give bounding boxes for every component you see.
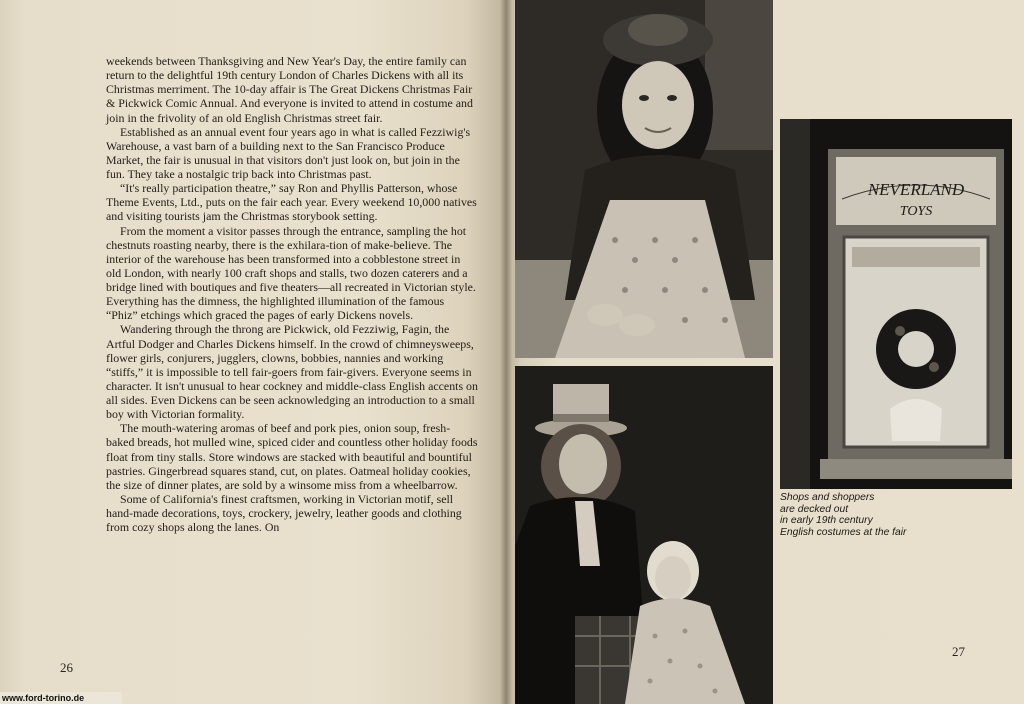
sign-neverland: NEVERLAND [867,180,965,199]
window-illustration [780,119,1012,489]
photo-caption [780,492,960,538]
caption-line: Shops and shoppers [780,492,875,503]
book-gutter [500,0,512,704]
caption-line: in early 19th century [780,515,873,527]
caption-line: English costumes at the fair [780,526,907,538]
sign-toys: TOYS [899,204,933,219]
article-body [106,54,478,534]
photo-toy-shop-window [780,119,1012,489]
photo-girl-in-costume [515,0,773,358]
paragraph: “It's really participation theatre,” say Ron and Phyllis Patterson, whose Theme Events, Ltd., puts on the fair each year. Every weekend 10,000 natives and visiting tourists jam the Christmas storybook setting. [106,181,477,224]
man-child-illustration [515,366,773,704]
caption-line: are decked out [780,503,849,515]
paragraph: weekends between Thanksgiving and New Year's Day, the entire family can return to the delightful 19th century London of Charles Dickens with all its Christmas merriment. The 10-day affair is The Great Dickens Christmas Fair & Pickwick Comic Annual. And everyone is invited to attend in costume and join in the frivolity of an old English Christmas street fair. [106,54,473,125]
site-watermark: www.ford-torino.de [0,692,122,704]
girl-illustration [515,0,773,358]
photo-man-and-child [515,366,773,704]
paragraph: The mouth-watering aromas of beef and pork pies, onion soup, fresh-baked breads, hot mulled wine, spiced cider and countless other holiday foods float from tiny stalls. Store windows are stacked with beautiful and bountiful pastries. Gingerbread squares stand, cut, on plates. Oatmeal holiday cookies, the size of dinner plates, are sold by a winsome miss from a wheelbarrow. [106,421,478,492]
left-page [0,0,506,704]
page-number-right: 27 [952,644,965,659]
paragraph: From the moment a visitor passes through the entrance, sampling the hot chestnuts roasting nearby, there is the exhilara-tion of make-believe. The interior of the warehouse has been transformed into a cobblestone street in old London, with nearly 100 craft shops and stalls, two dozen caterers and a bridge lined with boutiques and five theaters—all recreated in Victorian style. Everything has the dimness, the highlighted illumination of the famous “Phiz” etchings which graced the pages of early Dickens novels. [106,223,476,323]
paragraph: Some of California's finest craftsmen, working in Victorian motif, sell hand-made decorations, toys, crockery, jewelry, leather goods and clothing from cozy shops along the lanes. On [106,491,462,535]
paragraph: Established as an annual event four years ago in what is called Fezziwig's Warehouse, a vast barn of a building next to the San Francisco Produce Market, the fair is unusual in that visitors don't just look on, but join in the fun. They take a nostalgic trip back into Christmas past. [106,124,471,181]
paragraph: Wandering through the throng are Pickwick, old Fezziwig, Fagin, the Artful Dodger and Charles Dickens himself. In the crowd of chimneysweeps, flower girls, conjurers, jugglers, clowns, bobbies, nannies and working “stiffs,” it is impossible to tell fair-goers from fair-givers. Everyone seems in character. It isn't unusual to hear cockney and middle-class English accents on all sides. Even Dickens can be seen acknowledging an introduction to a small boy with Victorian formality. [106,322,478,422]
page-number-left: 26 [60,660,73,675]
